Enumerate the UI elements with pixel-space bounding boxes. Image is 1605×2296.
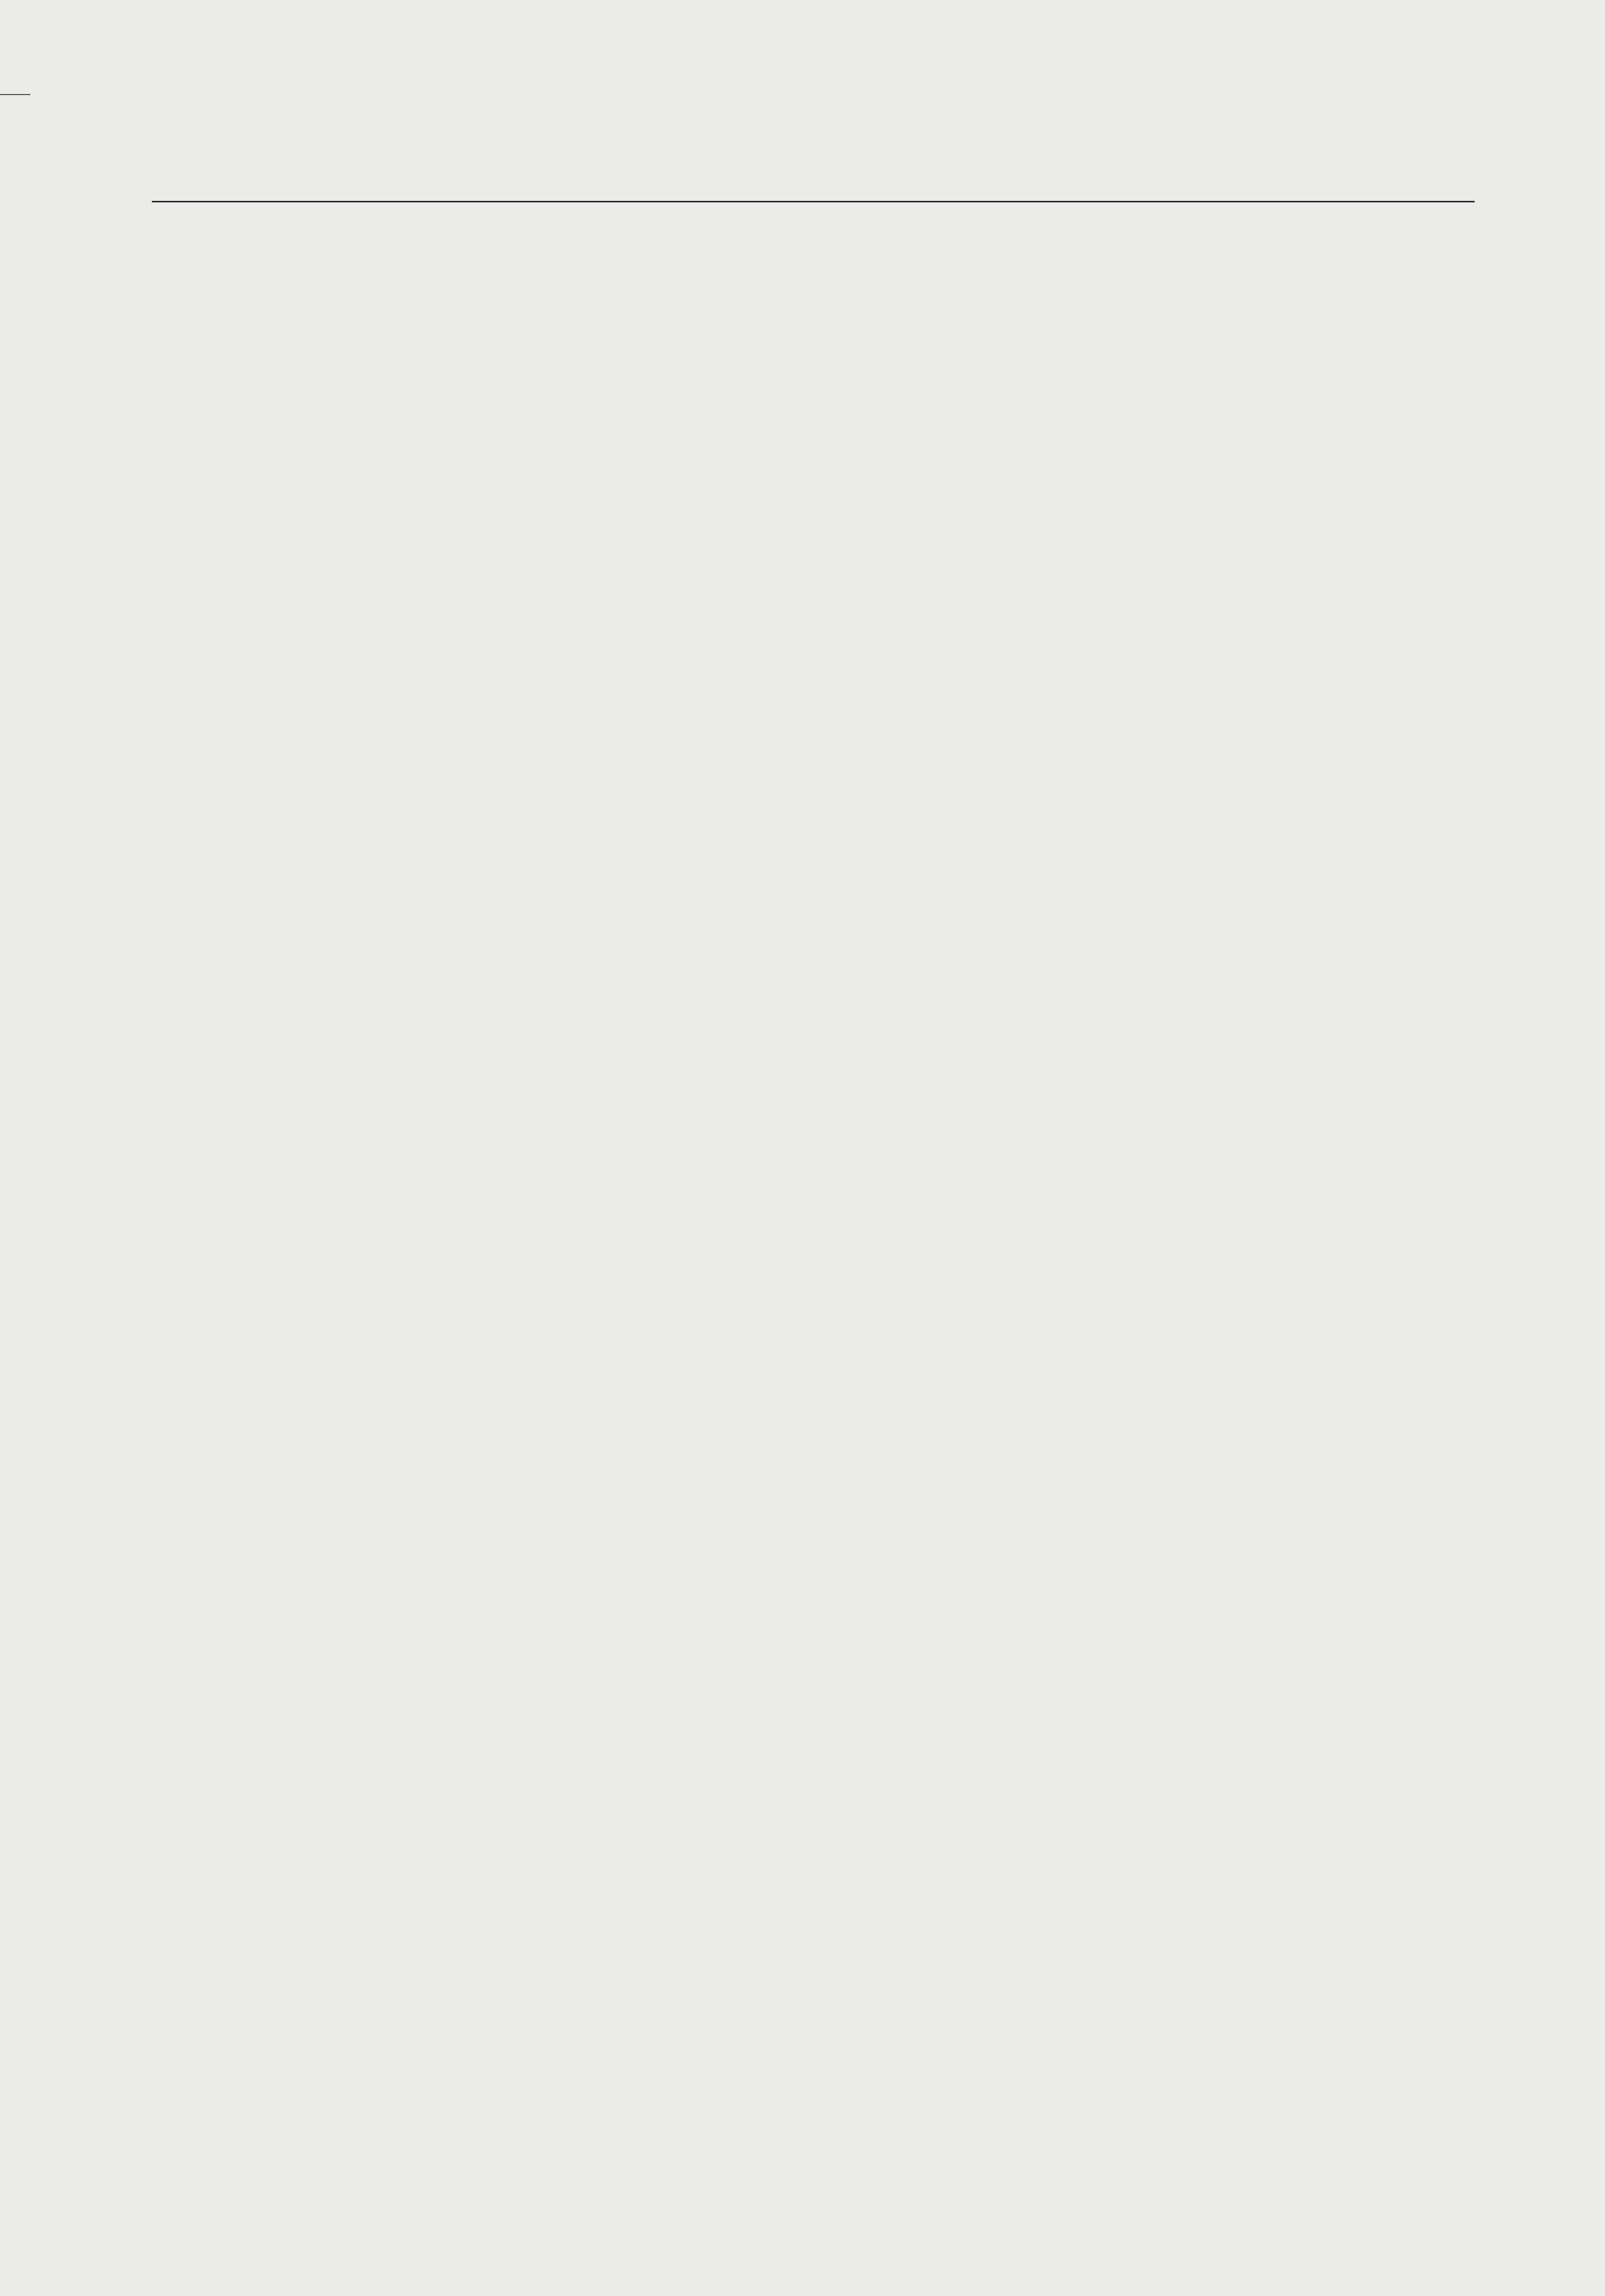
margin-mark (0, 94, 30, 95)
header-rule (152, 201, 1475, 202)
